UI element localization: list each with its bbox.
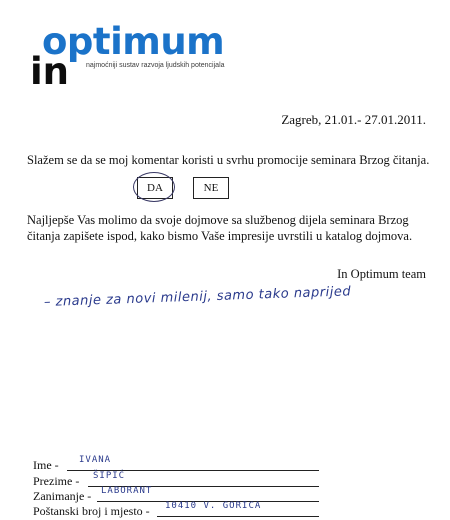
form-row-last-name [33, 471, 323, 490]
first-name-label: Ime - [33, 458, 59, 472]
logo-optimum-text: optimum [42, 20, 225, 63]
team-signature: In Optimum team [337, 267, 426, 281]
occupation-label: Zanimanje - [33, 489, 92, 503]
occupation-value: LABORANT [101, 486, 153, 496]
last-name-value: ŠIPIĆ [93, 471, 126, 481]
form-row-postal [33, 501, 323, 520]
option-no-label: NE [203, 182, 219, 194]
selection-circle [133, 172, 175, 202]
postal-value: 10410 V. GORICA [165, 501, 262, 511]
last-name-label: Prezime - [33, 474, 80, 488]
first-name-value: IVANA [79, 455, 112, 465]
document-date: Zagreb, 21.01.- 27.01.2011. [281, 112, 426, 127]
consent-statement: Slažem se da se moj komentar koristi u svrhu promocije seminara Brzog čitanja. [27, 153, 430, 167]
logo-in-text: in [30, 50, 70, 93]
handwritten-comment: – znanje za novi milenij, samo tako naprijed [43, 284, 352, 310]
request-paragraph: Najljepše Vas molimo da svoje dojmove sa službenog dijela seminara Brzog čitanja zapišete ispod, kako bismo Vaše impresije uvrstili u katalog dojmova. [27, 213, 413, 243]
postal-label: Poštanski broj i mjesto - [33, 504, 150, 518]
logo-tagline: najmoćniji sustav razvoja ljudskih potencijala [86, 62, 225, 69]
option-yes-label: DA [147, 182, 163, 194]
postal-line[interactable] [157, 516, 319, 517]
option-yes-box[interactable] [137, 177, 173, 199]
in-optimum-logo [30, 20, 230, 93]
option-no-box[interactable] [193, 177, 229, 199]
form-row-first-name [33, 455, 323, 474]
